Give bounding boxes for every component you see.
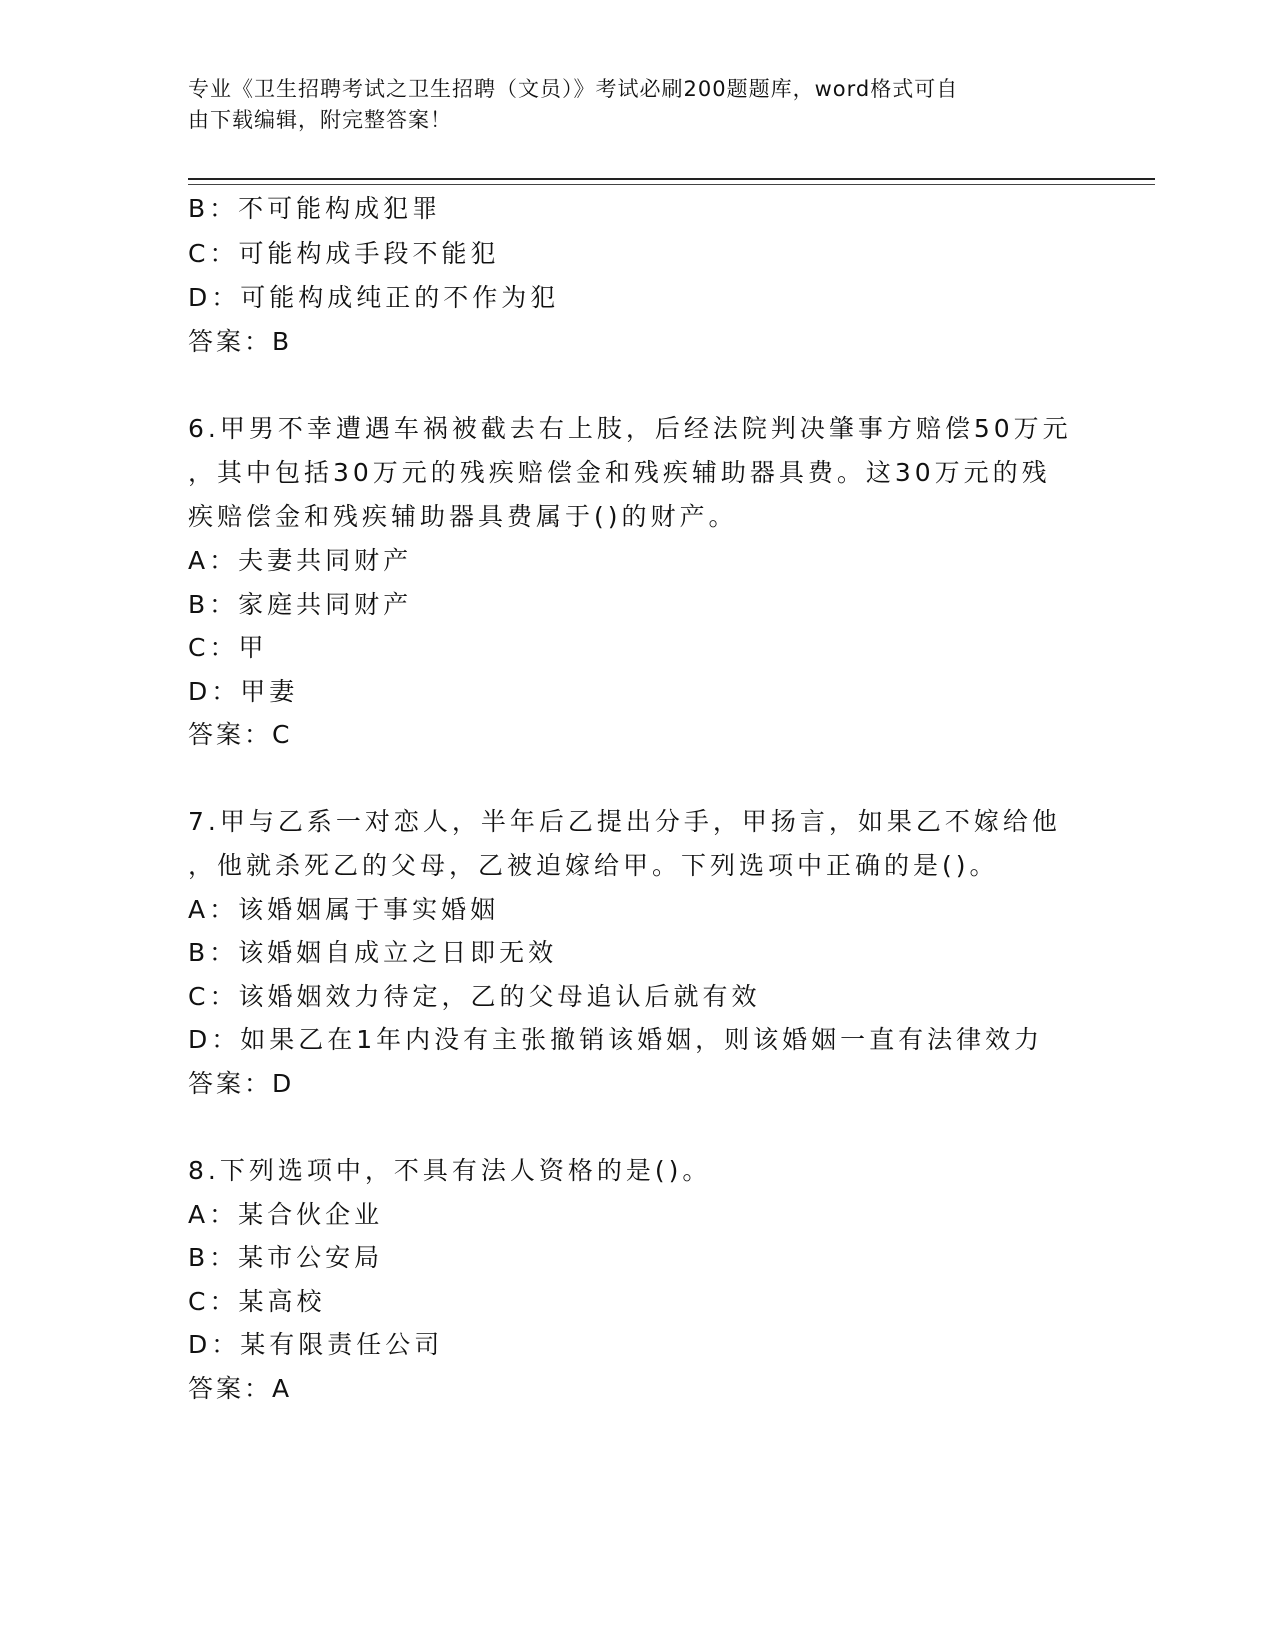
header-line-2: 由下载编辑，附完整答案！ [188, 108, 452, 132]
q6-option-b: B：家庭共同财产 [188, 590, 413, 619]
q8-option-b: B：某市公安局 [188, 1243, 384, 1272]
q6-stem-line-1: 6.甲男不幸遭遇车祸被截去右上肢，后经法院判决肇事方赔偿50万元 [188, 414, 1072, 443]
q5-answer: 答案：B [188, 327, 293, 356]
q6-answer: 答案：C [188, 720, 293, 749]
q6-stem-line-3: 疾赔偿金和残疾辅助器具费属于()的财产。 [188, 502, 738, 531]
q7-stem-line-1: 7.甲与乙系一对恋人，半年后乙提出分手，甲扬言，如果乙不嫁给他 [188, 807, 1061, 836]
document-header [188, 74, 1088, 136]
q7-option-a: A：该婚姻属于事实婚姻 [188, 895, 500, 924]
header-rule-thick [188, 178, 1155, 180]
q7-stem-line-2: ，他就杀死乙的父母，乙被迫嫁给甲。下列选项中正确的是()。 [188, 851, 999, 880]
q8-option-c: C：某高校 [188, 1287, 326, 1316]
q7-option-b: B：该婚姻自成立之日即无效 [188, 938, 558, 967]
q5-option-d: D：可能构成纯正的不作为犯 [188, 283, 560, 312]
q6-option-c: C：甲 [188, 633, 268, 662]
q6-option-d: D：甲妻 [188, 677, 299, 706]
q8-answer: 答案：A [188, 1374, 293, 1403]
q8-option-a: A：某合伙企业 [188, 1200, 384, 1229]
header-rule-thin [188, 184, 1155, 185]
q5-option-b: B：不可能构成犯罪 [188, 194, 442, 223]
q8-option-d: D：某有限责任公司 [188, 1330, 444, 1359]
q8-stem-line-1: 8.下列选项中，不具有法人资格的是()。 [188, 1156, 712, 1185]
q7-answer: 答案：D [188, 1069, 295, 1098]
q6-stem-line-2: ，其中包括30万元的残疾赔偿金和残疾辅助器具费。这30万元的残 [188, 458, 1051, 487]
q7-option-d: D：如果乙在1年内没有主张撤销该婚姻，则该婚姻一直有法律效力 [188, 1025, 1044, 1054]
q5-option-c: C：可能构成手段不能犯 [188, 239, 500, 268]
header-line-1: 专业《卫生招聘考试之卫生招聘（文员）》考试必刷200题题库，word格式可自 [188, 77, 959, 101]
q6-option-a: A：夫妻共同财产 [188, 546, 413, 575]
q7-option-c: C：该婚姻效力待定，乙的父母追认后就有效 [188, 982, 761, 1011]
